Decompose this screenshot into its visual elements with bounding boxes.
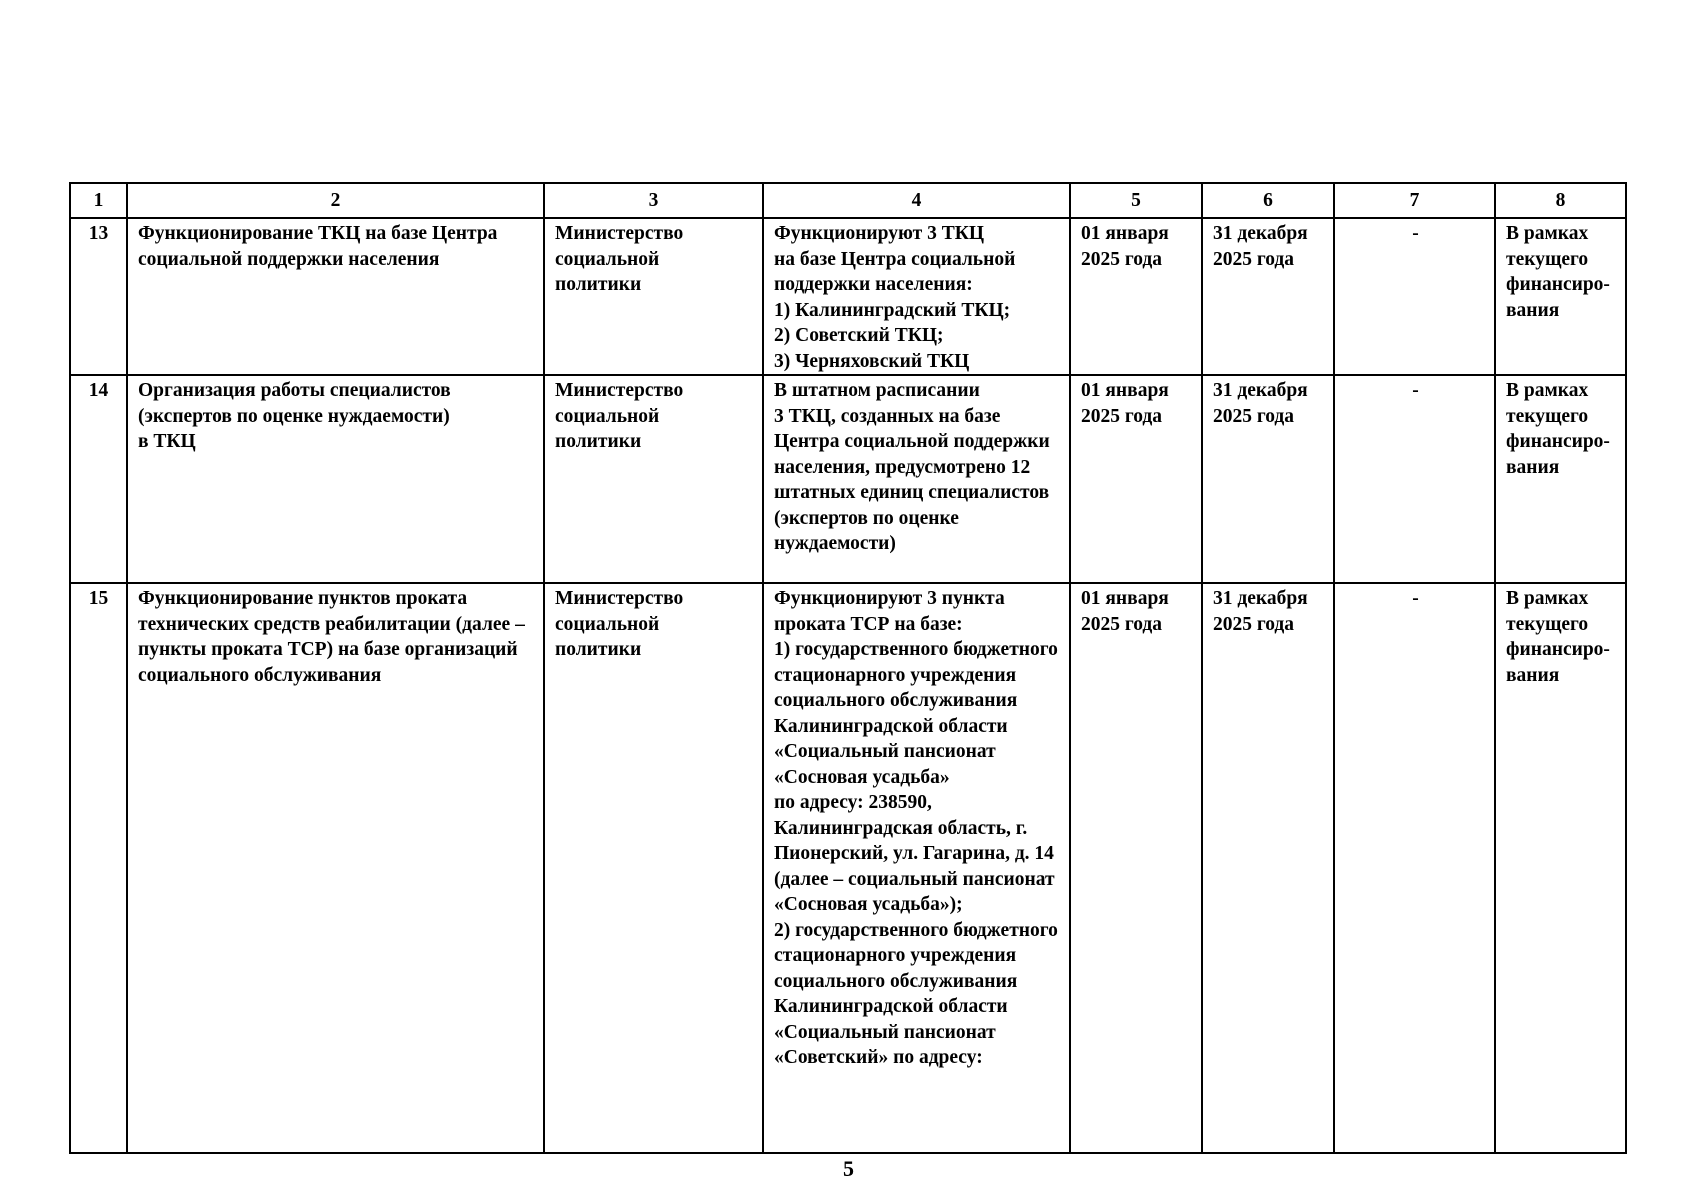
funding-cell: В рамках текущего финансиро- вания — [1495, 375, 1626, 583]
activity-cell: Функционирование ТКЦ на базе Центра социальной поддержки населения — [127, 218, 544, 375]
end-date-cell: 31 декабря 2025 года — [1202, 375, 1334, 583]
start-date-cell: 01 января 2025 года — [1070, 375, 1202, 583]
table-row — [70, 375, 1626, 583]
end-date-cell: 31 декабря 2025 года — [1202, 583, 1334, 1153]
funding-cell: В рамках текущего финансиро- вания — [1495, 583, 1626, 1153]
result-cell: Функционируют 3 пункта проката ТСР на базе: 1) государственного бюджетного стационарного учреждения социального обслуживания Калининградской области «Социальный пансионат «Сосновая усадьба» по адресу: 238590, Калининградская область, г. Пионерский, ул. Гагарина, д. 14 (далее – социальный пансионат «Сосновая усадьба»); 2) государственного бюджетного стационарного учреждения социального обслуживания Калининградской области «Социальный пансионат «Советский» по адресу: — [763, 583, 1070, 1153]
result-cell: Функционируют 3 ТКЦ на базе Центра социальной поддержки населения: 1) Калининградский ТКЦ; 2) Советский ТКЦ; 3) Черняховский ТКЦ — [763, 218, 1070, 375]
row-number: 15 — [70, 583, 127, 1153]
column-header: 1 — [70, 183, 127, 218]
col7-cell: - — [1334, 375, 1495, 583]
column-header: 3 — [544, 183, 763, 218]
activity-cell: Организация работы специалистов (экспертов по оценке нуждаемости) в ТКЦ — [127, 375, 544, 583]
executor-cell: Министерство социальной политики — [544, 375, 763, 583]
row-number: 13 — [70, 218, 127, 375]
col7-cell: - — [1334, 583, 1495, 1153]
funding-cell: В рамках текущего финансиро- вания — [1495, 218, 1626, 375]
column-header: 8 — [1495, 183, 1626, 218]
result-cell: В штатном расписании 3 ТКЦ, созданных на базе Центра социальной поддержки населения, предусмотрено 12 штатных единиц специалистов (экспертов по оценке нуждаемости) — [763, 375, 1070, 583]
executor-cell: Министерство социальной политики — [544, 583, 763, 1153]
col7-cell: - — [1334, 218, 1495, 375]
executor-cell: Министерство социальной политики — [544, 218, 763, 375]
start-date-cell: 01 января 2025 года — [1070, 218, 1202, 375]
row-number: 14 — [70, 375, 127, 583]
measures-table — [69, 182, 1627, 1154]
table-row — [70, 218, 1626, 375]
column-header: 5 — [1070, 183, 1202, 218]
page-number: 5 — [843, 1156, 854, 1181]
end-date-cell: 31 декабря 2025 года — [1202, 218, 1334, 375]
table-row — [70, 583, 1626, 1153]
start-date-cell: 01 января 2025 года — [1070, 583, 1202, 1153]
column-header: 7 — [1334, 183, 1495, 218]
header-row — [70, 183, 1626, 218]
column-header: 4 — [763, 183, 1070, 218]
activity-cell: Функционирование пунктов проката технических средств реабилитации (далее – пункты проката ТСР) на базе организаций социального обслуживания — [127, 583, 544, 1153]
column-header: 6 — [1202, 183, 1334, 218]
column-header: 2 — [127, 183, 544, 218]
